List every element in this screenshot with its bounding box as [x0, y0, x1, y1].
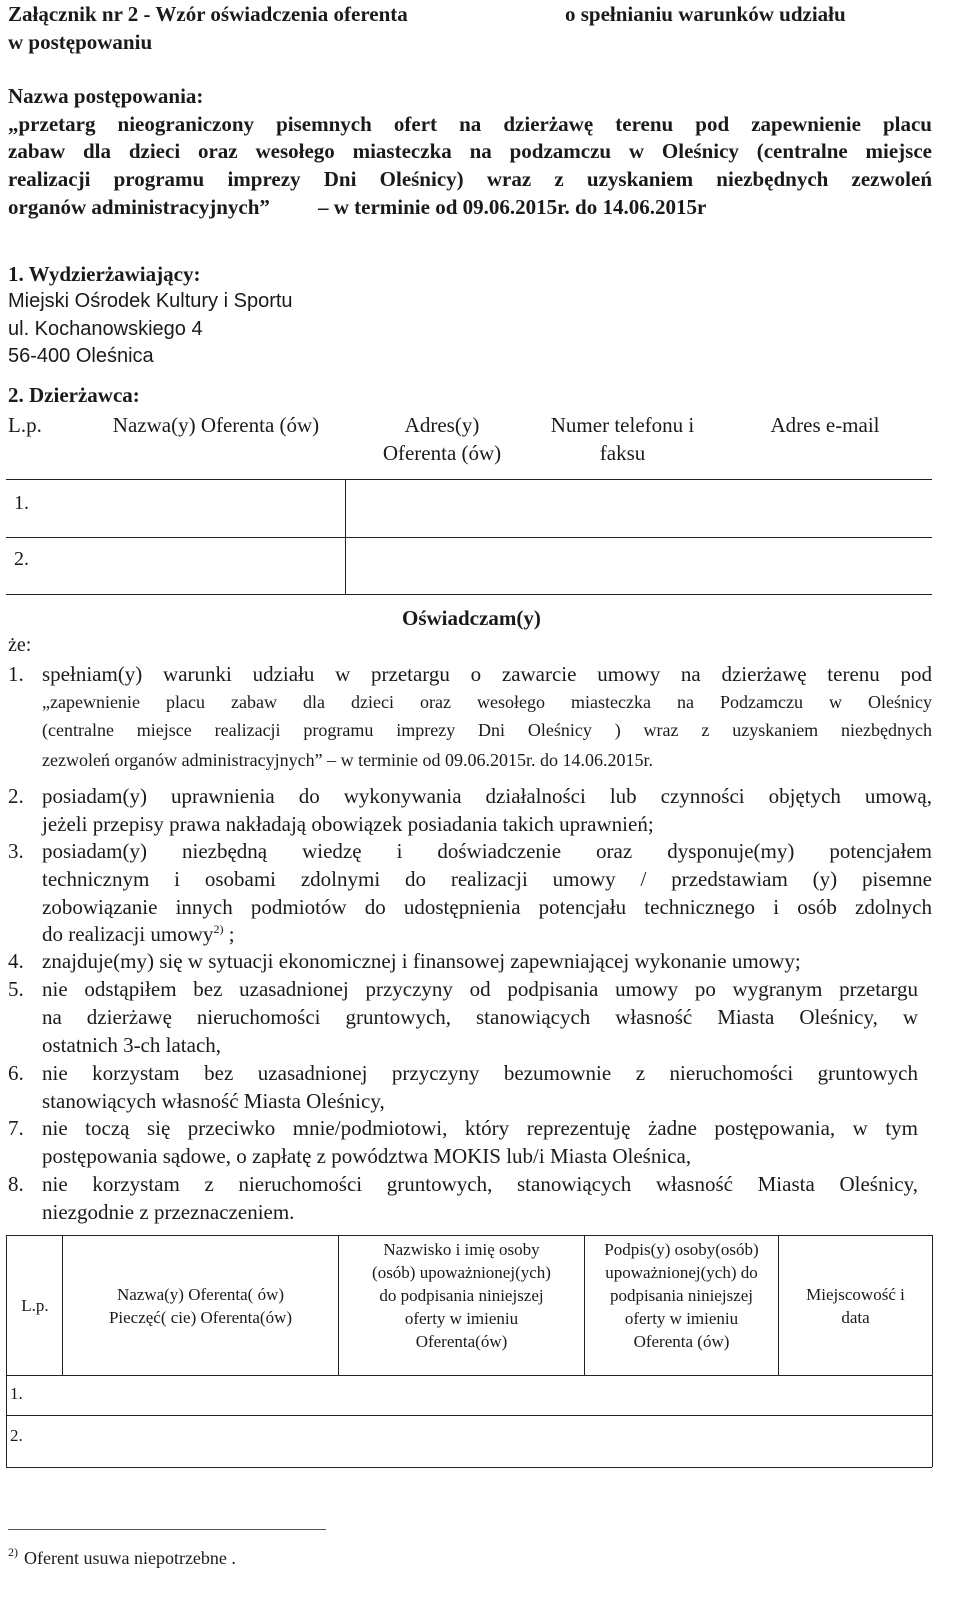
- lessee-col-address: Adres(y) Oferenta (ów): [382, 413, 502, 465]
- declaration-that: że:: [8, 634, 32, 656]
- footnote-text: Oferent usuwa niepotrzebne .: [24, 1548, 236, 1568]
- lessee-heading: 2. Dzierżawca:: [8, 383, 140, 407]
- lessee-col-lp: L.p.: [8, 413, 42, 437]
- procedure-name-line-4b: – w terminie od 09.06.2015r. do 14.06.2015r: [318, 195, 707, 219]
- attachment-title-left: Załącznik nr 2 - Wzór oświadczenia oferenta: [8, 2, 408, 26]
- lessee-col-phone: Numer telefonu i faksu: [550, 413, 695, 465]
- lessee-row-1: 1.: [14, 492, 29, 514]
- signature-row-2: 2.: [10, 1426, 23, 1445]
- procedure-name-line-1: „przetarg nieograniczony pisemnych ofert na dzierżawę terenu pod zapewnienie placu: [8, 112, 932, 136]
- signature-row-1: 1.: [10, 1384, 23, 1403]
- footnote-marker: 2): [8, 1545, 18, 1559]
- procedure-name-line-3: realizacji programu imprezy Dni Oleśnicy) wraz z uzyskaniem niezbędnych zezwoleń: [8, 167, 932, 191]
- signature-col-person: Nazwisko i imię osoby (osób) upoważnionej(ych) do podpisania niniejszej oferty w imieniu Oferenta(ów): [372, 1239, 551, 1351]
- signature-col-lp: L.p.: [21, 1296, 49, 1315]
- lessor-heading: 1. Wydzierżawiający:: [8, 262, 201, 286]
- lessee-col-email: Adres e-mail: [770, 413, 880, 437]
- footnote-separator: [8, 1529, 326, 1530]
- procedure-name-line-2: zabaw dla dzieci oraz wesołego miasteczka na podzamczu w Oleśnicy (centralne miejsce: [8, 139, 932, 163]
- declaration-title: Oświadczam(y): [402, 606, 541, 630]
- attachment-title-right: o spełnianiu warunków udziału: [565, 2, 846, 26]
- lessor-street: ul. Kochanowskiego 4: [8, 318, 203, 340]
- lessor-city: 56-400 Oleśnica: [8, 345, 154, 367]
- signature-col-signature: Podpis(y) osoby(osób) upoważnionej(ych) do podpisania niniejszej oferty w imieniu Oferenta (ów): [604, 1239, 759, 1351]
- lessor-name: Miejski Ośrodek Kultury i Sportu: [8, 290, 293, 312]
- procedure-label: Nazwa postępowania:: [8, 84, 204, 108]
- lessee-col-name: Nazwa(y) Oferenta (ów): [112, 413, 320, 437]
- procedure-name-line-4a: organów administracyjnych”: [8, 195, 270, 219]
- lessee-row-2: 2.: [14, 548, 29, 570]
- document-page: Załącznik nr 2 - Wzór oświadczenia oferenta o spełnianiu warunków udziału w postępowaniu Nazwa postępowania: „przetarg nieograniczony pisemnych ofert na dzierżawę terenu pod zapewnienie placu zabaw dla dzieci oraz wesołego miasteczka na podzamczu w Oleśnicy (centralne miejsce realizacji programu imprezy Dni Oleśnicy) wraz z uzyskaniem niezbędnych zezwoleń organów administracyjnych” – w terminie od 09.06.2015r. do 14.06.2015r 1. Wydzierżawiający: Miejski Ośrodek Kultury i Sportu ul. Kochanowskiego 4 56-400 Oleśnica 2. Dzierżawca: L.p. Nazwa(y) Oferenta (ów) Adres(y) Oferenta (ów) Numer telefonu i faksu Adres e-mail 1. 2. Oświadczam(y) że: 1. spełniam(y) warunki udziału w przetargu o zawarcie umowy na dzierżawę terenu pod „zapewnienie placu zabaw dla dzieci oraz wesołego miasteczka na Podzamczu w Oleśnicy (centralne miejsce realizacji programu imprezy Dni Oleśnicy ) wraz z uzyskaniem niezbędnych zezwoleń organów administracyjnych” – w terminie od 09.06.2015r. do 14.06.2015r. 2. posiadam(y) uprawnienia do wykonywania działalności lub czynności objętych umową, jeżeli przepisy prawa nakładają obowiązek posiadania takich uprawnień; 3. posiadam(y) niezbędną wiedzę i doświadczenie oraz dysponuje(my) potencjałem technicznym i osobami zdolnymi do realizacji umowy / przedstawiam (y) pisemne zobowiązanie innych podmiotów do udostępnienia potencjału technicznego i osób zdolnych do realizacji umowy$^{2)}$ ; 4. znajduje(my) się w sytuacji ekonomicznej i finansowej zapewniającej wykonanie umowy; 5. nie odstąpiłem bez uzasadnionej przyczyny od podpisania umowy po wygranym przetargu na dzierżawę nieruchomości gruntowych, stanowiących własność Miasta Oleśnicy, w ostatnich 3-ch latach, 6. nie korzystam bez uzasadnionej przyczyny bezumownie z nieruchomości gruntowych stanowiących własność Miasta Oleśnicy, 7. nie toczą się przeciwko mnie/podmiotowi, który reprezentuję żadne postępowania, w tym postępowania sądowe, o zapłatę z powództwa MOKIS lub/i Miasta Oleśnica, 8. nie korzystam z nieruchomości gruntowych, stanowiących własność Miasta Oleśnicy, niezgodnie z przeznaczeniem. L.p. Nazwa(y) Oferenta( ów) Pieczęć( cie) Oferenta(ów) Nazwisko i imię osoby (osób) upoważnionej(ych) do podpisania niniejszej oferty w imieniu Oferenta(ów) Podpis(y) osoby(osób) upoważnionej(ych) do podpisania niniejszej oferty w imieniu Oferenta (ów) Miejscowość i data 1. 2. 2) Oferent usuwa niepotrzebne .: [8, 2, 932, 1568]
- signature-col-place-date: Miejscowość i data: [806, 1284, 905, 1327]
- attachment-title-line2: w postępowaniu: [8, 30, 153, 54]
- signature-col-name: Nazwa(y) Oferenta( ów) Pieczęć( cie) Oferenta(ów): [108, 1284, 293, 1327]
